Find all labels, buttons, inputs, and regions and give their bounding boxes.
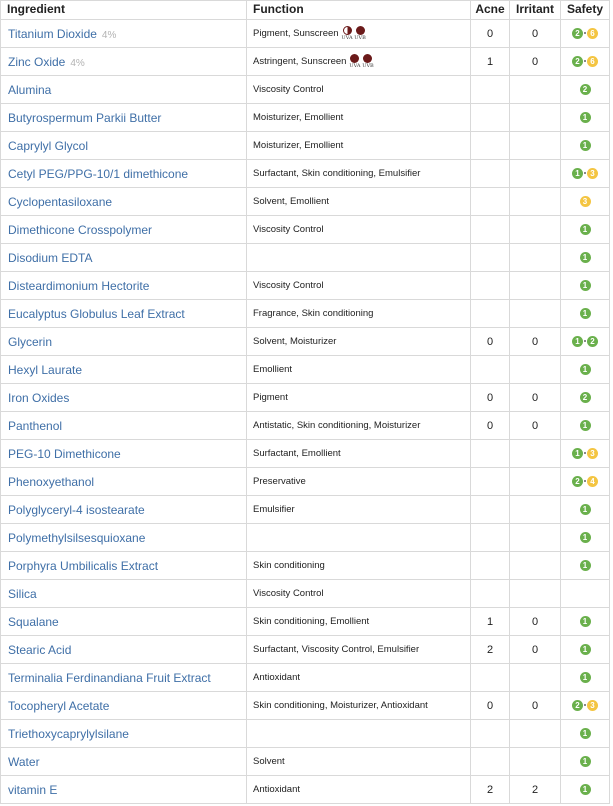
irritant-rating: [510, 468, 561, 496]
function-cell: [247, 244, 471, 272]
ingredient-link[interactable]: Titanium Dioxide: [8, 26, 97, 41]
safety-rating: [561, 244, 610, 272]
function-cell: [247, 384, 471, 412]
acne-rating: [471, 552, 510, 580]
acne-rating: 0: [471, 328, 510, 356]
function-text: Astringent, Sunscreen: [253, 56, 347, 68]
ingredient-cell: [1, 468, 247, 496]
uva-protection-icon: [341, 26, 354, 41]
function-cell: [247, 720, 471, 748]
function-text: Preservative: [253, 476, 306, 487]
ingredient-cell: [1, 328, 247, 356]
safety-score-badge[interactable]: 1: [572, 168, 583, 179]
safety-score-badge[interactable]: 1: [572, 448, 583, 459]
table-header-row: [1, 1, 610, 20]
function-cell: [247, 356, 471, 384]
function-text: Moisturizer, Emollient: [253, 112, 344, 123]
safety-score-badge[interactable]: 1: [580, 616, 591, 627]
uvb-protection-icon: [354, 26, 367, 41]
safety-score-badge[interactable]: 1: [580, 140, 591, 151]
function-cell: [247, 524, 471, 552]
function-cell: [247, 664, 471, 692]
function-text: Fragrance, Skin conditioning: [253, 308, 374, 319]
acne-rating: 0: [471, 384, 510, 412]
ingredient-link[interactable]: Iron Oxides: [8, 390, 70, 405]
safety-score-badge[interactable]: 1: [580, 252, 591, 263]
safety-rating: [561, 76, 610, 104]
irritant-rating: [510, 132, 561, 160]
function-cell: [247, 188, 471, 216]
function-cell: [247, 552, 471, 580]
acne-rating: [471, 272, 510, 300]
ingredient-link[interactable]: Triethoxycaprylylsilane: [8, 726, 129, 741]
table-row: [1, 104, 610, 132]
function-cell: [247, 608, 471, 636]
table-row: [1, 496, 610, 524]
irritant-rating: 0: [510, 636, 561, 664]
safety-rating: [561, 384, 610, 412]
uv-label: UVB: [362, 63, 374, 69]
irritant-rating: [510, 720, 561, 748]
ingredient-link[interactable]: Cyclopentasiloxane: [8, 194, 113, 209]
function-cell: [247, 132, 471, 160]
safety-score-badge[interactable]: 2: [572, 476, 583, 487]
safety-score-badge[interactable]: 1: [580, 112, 591, 123]
range-separator: [584, 704, 586, 706]
irritant-rating: [510, 552, 561, 580]
table-row: [1, 132, 610, 160]
ingredient-cell: [1, 524, 247, 552]
acne-rating: 0: [471, 20, 510, 48]
safety-score-badge[interactable]: 1: [580, 756, 591, 767]
ingredient-link[interactable]: Glycerin: [8, 334, 53, 349]
ingredient-cell: [1, 76, 247, 104]
acne-rating: [471, 720, 510, 748]
range-separator: [584, 340, 586, 342]
concentration-percent: 4%: [101, 29, 117, 41]
ingredient-cell: [1, 300, 247, 328]
safety-rating: [561, 160, 610, 188]
safety-score-badge[interactable]: 1: [580, 280, 591, 291]
irritant-rating: [510, 272, 561, 300]
table-row: [1, 384, 610, 412]
ingredient-link[interactable]: Hexyl Laurate: [8, 362, 83, 377]
uv-label: UVA: [341, 35, 353, 41]
ingredient-link[interactable]: Silica: [8, 586, 37, 601]
safety-rating: [561, 552, 610, 580]
ingredient-link[interactable]: Polyglyceryl-4 isostearate: [8, 502, 145, 517]
irritant-rating: [510, 300, 561, 328]
ingredient-cell: [1, 160, 247, 188]
safety-rating: [561, 48, 610, 76]
ingredient-cell: [1, 48, 247, 76]
full-circle-icon: [356, 26, 365, 35]
range-separator: [584, 480, 586, 482]
ingredient-link[interactable]: Disteardimonium Hectorite: [8, 278, 150, 293]
ingredient-cell: [1, 272, 247, 300]
half-circle-icon: [343, 26, 352, 35]
ingredient-link[interactable]: Butyrospermum Parkii Butter: [8, 110, 162, 125]
irritant-rating: [510, 440, 561, 468]
ingredient-cell: [1, 104, 247, 132]
acne-rating: [471, 188, 510, 216]
function-text: Emollient: [253, 364, 293, 375]
function-cell: [247, 412, 471, 440]
ingredient-cell: [1, 132, 247, 160]
irritant-rating: 0: [510, 20, 561, 48]
table-row: [1, 524, 610, 552]
ingredient-link[interactable]: Eucalyptus Globulus Leaf Extract: [8, 306, 185, 321]
function-text: Antioxidant: [253, 784, 301, 795]
irritant-rating: [510, 664, 561, 692]
safety-score-badge[interactable]: 1: [580, 784, 591, 795]
safety-rating: [561, 664, 610, 692]
safety-score-badge[interactable]: 2: [580, 392, 591, 403]
acne-rating: [471, 104, 510, 132]
table-row: [1, 580, 610, 608]
irritant-rating: 0: [510, 608, 561, 636]
ingredient-link[interactable]: Alumina: [8, 82, 52, 97]
irritant-rating: 0: [510, 692, 561, 720]
function-cell: [247, 468, 471, 496]
acne-rating: [471, 132, 510, 160]
safety-score-badge[interactable]: 1: [580, 364, 591, 375]
acne-rating: [471, 468, 510, 496]
ingredient-cell: [1, 20, 247, 48]
ingredient-link[interactable]: Stearic Acid: [8, 642, 72, 657]
safety-score-badge[interactable]: 3: [587, 700, 598, 711]
table-row: [1, 440, 610, 468]
safety-rating: [561, 468, 610, 496]
table-row: [1, 692, 610, 720]
safety-score-badge[interactable]: 1: [580, 420, 591, 431]
safety-rating: [561, 524, 610, 552]
function-cell: [247, 636, 471, 664]
irritant-rating: [510, 160, 561, 188]
function-text: Surfactant, Skin conditioning, Emulsifier: [253, 168, 421, 179]
safety-rating: [561, 608, 610, 636]
irritant-rating: [510, 748, 561, 776]
acne-rating: [471, 524, 510, 552]
irritant-rating: [510, 104, 561, 132]
ingredient-cell: [1, 664, 247, 692]
function-text: Viscosity Control: [253, 588, 324, 599]
table-row: [1, 328, 610, 356]
ingredient-link[interactable]: Phenoxyethanol: [8, 474, 95, 489]
ingredient-cell: [1, 440, 247, 468]
acne-rating: [471, 664, 510, 692]
safety-score-badge[interactable]: 2: [587, 336, 598, 347]
safety-rating: [561, 636, 610, 664]
ingredient-cell: [1, 384, 247, 412]
safety-score-badge[interactable]: 3: [587, 168, 598, 179]
irritant-rating: [510, 496, 561, 524]
function-cell: [247, 160, 471, 188]
function-text: Solvent, Moisturizer: [253, 336, 337, 347]
table-row: [1, 776, 610, 804]
ingredient-cell: [1, 552, 247, 580]
safety-rating: [561, 300, 610, 328]
function-cell: [247, 300, 471, 328]
acne-rating: [471, 496, 510, 524]
safety-rating: [561, 356, 610, 384]
ingredient-link[interactable]: PEG-10 Dimethicone: [8, 446, 121, 461]
table-row: [1, 720, 610, 748]
safety-score-badge[interactable]: 3: [580, 196, 591, 207]
safety-rating: [561, 188, 610, 216]
acne-rating: 1: [471, 48, 510, 76]
range-separator: [584, 452, 586, 454]
uva-protection-icon: [348, 54, 361, 69]
ingredient-link[interactable]: Disodium EDTA: [8, 250, 93, 265]
ingredient-cell: [1, 776, 247, 804]
irritant-rating: 0: [510, 384, 561, 412]
ingredient-cell: [1, 496, 247, 524]
function-text: Solvent: [253, 756, 285, 767]
safety-rating: [561, 720, 610, 748]
function-text: Pigment: [253, 392, 288, 403]
range-separator: [584, 172, 586, 174]
ingredient-cell: [1, 720, 247, 748]
ingredient-cell: [1, 412, 247, 440]
safety-rating: [561, 776, 610, 804]
acne-rating: [471, 160, 510, 188]
range-separator: [584, 32, 586, 34]
safety-rating: [561, 580, 610, 608]
function-text: Emulsifier: [253, 504, 295, 515]
irritant-rating: [510, 76, 561, 104]
function-cell: [247, 272, 471, 300]
table-row: [1, 272, 610, 300]
function-cell: [247, 496, 471, 524]
safety-score-badge[interactable]: 2: [572, 700, 583, 711]
irritant-rating: 0: [510, 328, 561, 356]
function-text: Viscosity Control: [253, 280, 324, 291]
ingredient-cell: [1, 356, 247, 384]
ingredient-link[interactable]: Tocopheryl Acetate: [8, 698, 110, 713]
header-function[interactable]: Function: [247, 1, 471, 20]
full-circle-icon: [350, 54, 359, 63]
range-separator: [584, 60, 586, 62]
function-text: Surfactant, Viscosity Control, Emulsifier: [253, 644, 420, 655]
acne-rating: 1: [471, 608, 510, 636]
header-acne[interactable]: Acne: [471, 1, 510, 20]
safety-score-badge[interactable]: 1: [580, 560, 591, 571]
acne-rating: 2: [471, 776, 510, 804]
ingredient-link[interactable]: Polymethylsilsesquioxane: [8, 530, 146, 545]
safety-rating: [561, 748, 610, 776]
safety-score-badge[interactable]: 1: [580, 644, 591, 655]
function-text: Viscosity Control: [253, 84, 324, 95]
ingredient-link[interactable]: Panthenol: [8, 418, 63, 433]
ingredient-link[interactable]: Terminalia Ferdinandiana Fruit Extract: [8, 670, 211, 685]
table-row: [1, 188, 610, 216]
table-row: [1, 748, 610, 776]
function-cell: [247, 104, 471, 132]
function-cell: [247, 20, 471, 48]
table-row: [1, 664, 610, 692]
acne-rating: 2: [471, 636, 510, 664]
table-row: [1, 160, 610, 188]
function-cell: [247, 748, 471, 776]
safety-score-badge[interactable]: 2: [572, 56, 583, 67]
safety-score-badge[interactable]: 1: [580, 308, 591, 319]
table-row: [1, 412, 610, 440]
ingredient-cell: [1, 748, 247, 776]
ingredient-cell: [1, 244, 247, 272]
acne-rating: [471, 76, 510, 104]
acne-rating: [471, 748, 510, 776]
table-row: [1, 244, 610, 272]
table-row: [1, 300, 610, 328]
uvb-protection-icon: [361, 54, 374, 69]
irritant-rating: 0: [510, 48, 561, 76]
acne-rating: [471, 244, 510, 272]
table-row: [1, 468, 610, 496]
irritant-rating: [510, 580, 561, 608]
ingredient-link[interactable]: Dimethicone Crosspolymer: [8, 222, 153, 237]
irritant-rating: [510, 188, 561, 216]
uv-protection-icons: [341, 26, 367, 41]
table-row: [1, 636, 610, 664]
ingredient-link[interactable]: Cetyl PEG/PPG-10/1 dimethicone: [8, 166, 189, 181]
safety-rating: [561, 132, 610, 160]
safety-score-badge[interactable]: 1: [572, 336, 583, 347]
function-cell: [247, 216, 471, 244]
safety-score-badge[interactable]: 1: [580, 224, 591, 235]
ingredient-link[interactable]: vitamin E: [8, 782, 58, 797]
function-text: Antistatic, Skin conditioning, Moisturizer: [253, 420, 421, 431]
uv-label: UVB: [354, 35, 366, 41]
irritant-rating: 2: [510, 776, 561, 804]
function-text: Skin conditioning, Emollient: [253, 616, 370, 627]
safety-rating: [561, 272, 610, 300]
function-cell: [247, 776, 471, 804]
table-row: [1, 20, 610, 48]
table-row: [1, 76, 610, 104]
ingredient-cell: [1, 692, 247, 720]
function-text: Viscosity Control: [253, 224, 324, 235]
ingredient-cell: [1, 188, 247, 216]
safety-rating: [561, 20, 610, 48]
ingredient-cell: [1, 636, 247, 664]
acne-rating: 0: [471, 412, 510, 440]
function-cell: [247, 48, 471, 76]
function-cell: [247, 580, 471, 608]
ingredient-cell: [1, 216, 247, 244]
function-cell: [247, 692, 471, 720]
function-cell: [247, 328, 471, 356]
safety-score-badge[interactable]: 2: [580, 84, 591, 95]
ingredient-link[interactable]: Water: [8, 754, 40, 769]
table-row: [1, 216, 610, 244]
safety-rating: [561, 496, 610, 524]
ingredient-link[interactable]: Caprylyl Glycol: [8, 138, 89, 153]
acne-rating: 0: [471, 692, 510, 720]
irritant-rating: [510, 356, 561, 384]
table-row: [1, 48, 610, 76]
function-text: Pigment, Sunscreen: [253, 28, 339, 40]
header-irritant[interactable]: Irritant: [510, 1, 561, 20]
safety-score-badge[interactable]: 1: [580, 672, 591, 683]
acne-rating: [471, 580, 510, 608]
function-text: Skin conditioning: [253, 560, 325, 571]
safety-rating: [561, 440, 610, 468]
safety-score-badge[interactable]: 6: [587, 56, 598, 67]
function-text: Antioxidant: [253, 672, 301, 683]
safety-score-badge[interactable]: 4: [587, 476, 598, 487]
irritant-rating: 0: [510, 412, 561, 440]
uv-label: UVA: [349, 63, 361, 69]
function-cell: [247, 76, 471, 104]
ingredient-cell: [1, 580, 247, 608]
safety-rating: [561, 216, 610, 244]
table-row: [1, 552, 610, 580]
safety-score-badge[interactable]: 1: [580, 728, 591, 739]
irritant-rating: [510, 216, 561, 244]
table-row: [1, 356, 610, 384]
header-ingredient[interactable]: Ingredient: [1, 1, 247, 20]
ingredient-link[interactable]: Porphyra Umbilicalis Extract: [8, 558, 159, 573]
safety-rating: [561, 692, 610, 720]
safety-score-badge[interactable]: 2: [572, 28, 583, 39]
ingredient-cell: [1, 608, 247, 636]
function-text: Solvent, Emollient: [253, 196, 330, 207]
ingredient-link[interactable]: Zinc Oxide: [8, 54, 66, 69]
safety-score-badge[interactable]: 1: [580, 532, 591, 543]
safety-score-badge[interactable]: 3: [587, 448, 598, 459]
safety-rating: [561, 412, 610, 440]
safety-rating: [561, 104, 610, 132]
safety-score-badge[interactable]: 1: [580, 504, 591, 515]
header-safety[interactable]: Safety: [561, 1, 610, 20]
ingredient-link[interactable]: Squalane: [8, 614, 59, 629]
acne-rating: [471, 216, 510, 244]
acne-rating: [471, 356, 510, 384]
concentration-percent: 4%: [70, 57, 85, 69]
safety-score-badge[interactable]: 6: [587, 28, 598, 39]
irritant-rating: [510, 524, 561, 552]
acne-rating: [471, 300, 510, 328]
irritant-rating: [510, 244, 561, 272]
full-circle-icon: [363, 54, 372, 63]
function-cell: [247, 440, 471, 468]
table-row: [1, 608, 610, 636]
uv-protection-icons: [348, 54, 374, 69]
function-text: Moisturizer, Emollient: [253, 140, 344, 151]
function-text: Surfactant, Emollient: [253, 448, 341, 459]
acne-rating: [471, 440, 510, 468]
function-text: Skin conditioning, Moisturizer, Antioxidant: [253, 700, 428, 711]
safety-rating: [561, 328, 610, 356]
